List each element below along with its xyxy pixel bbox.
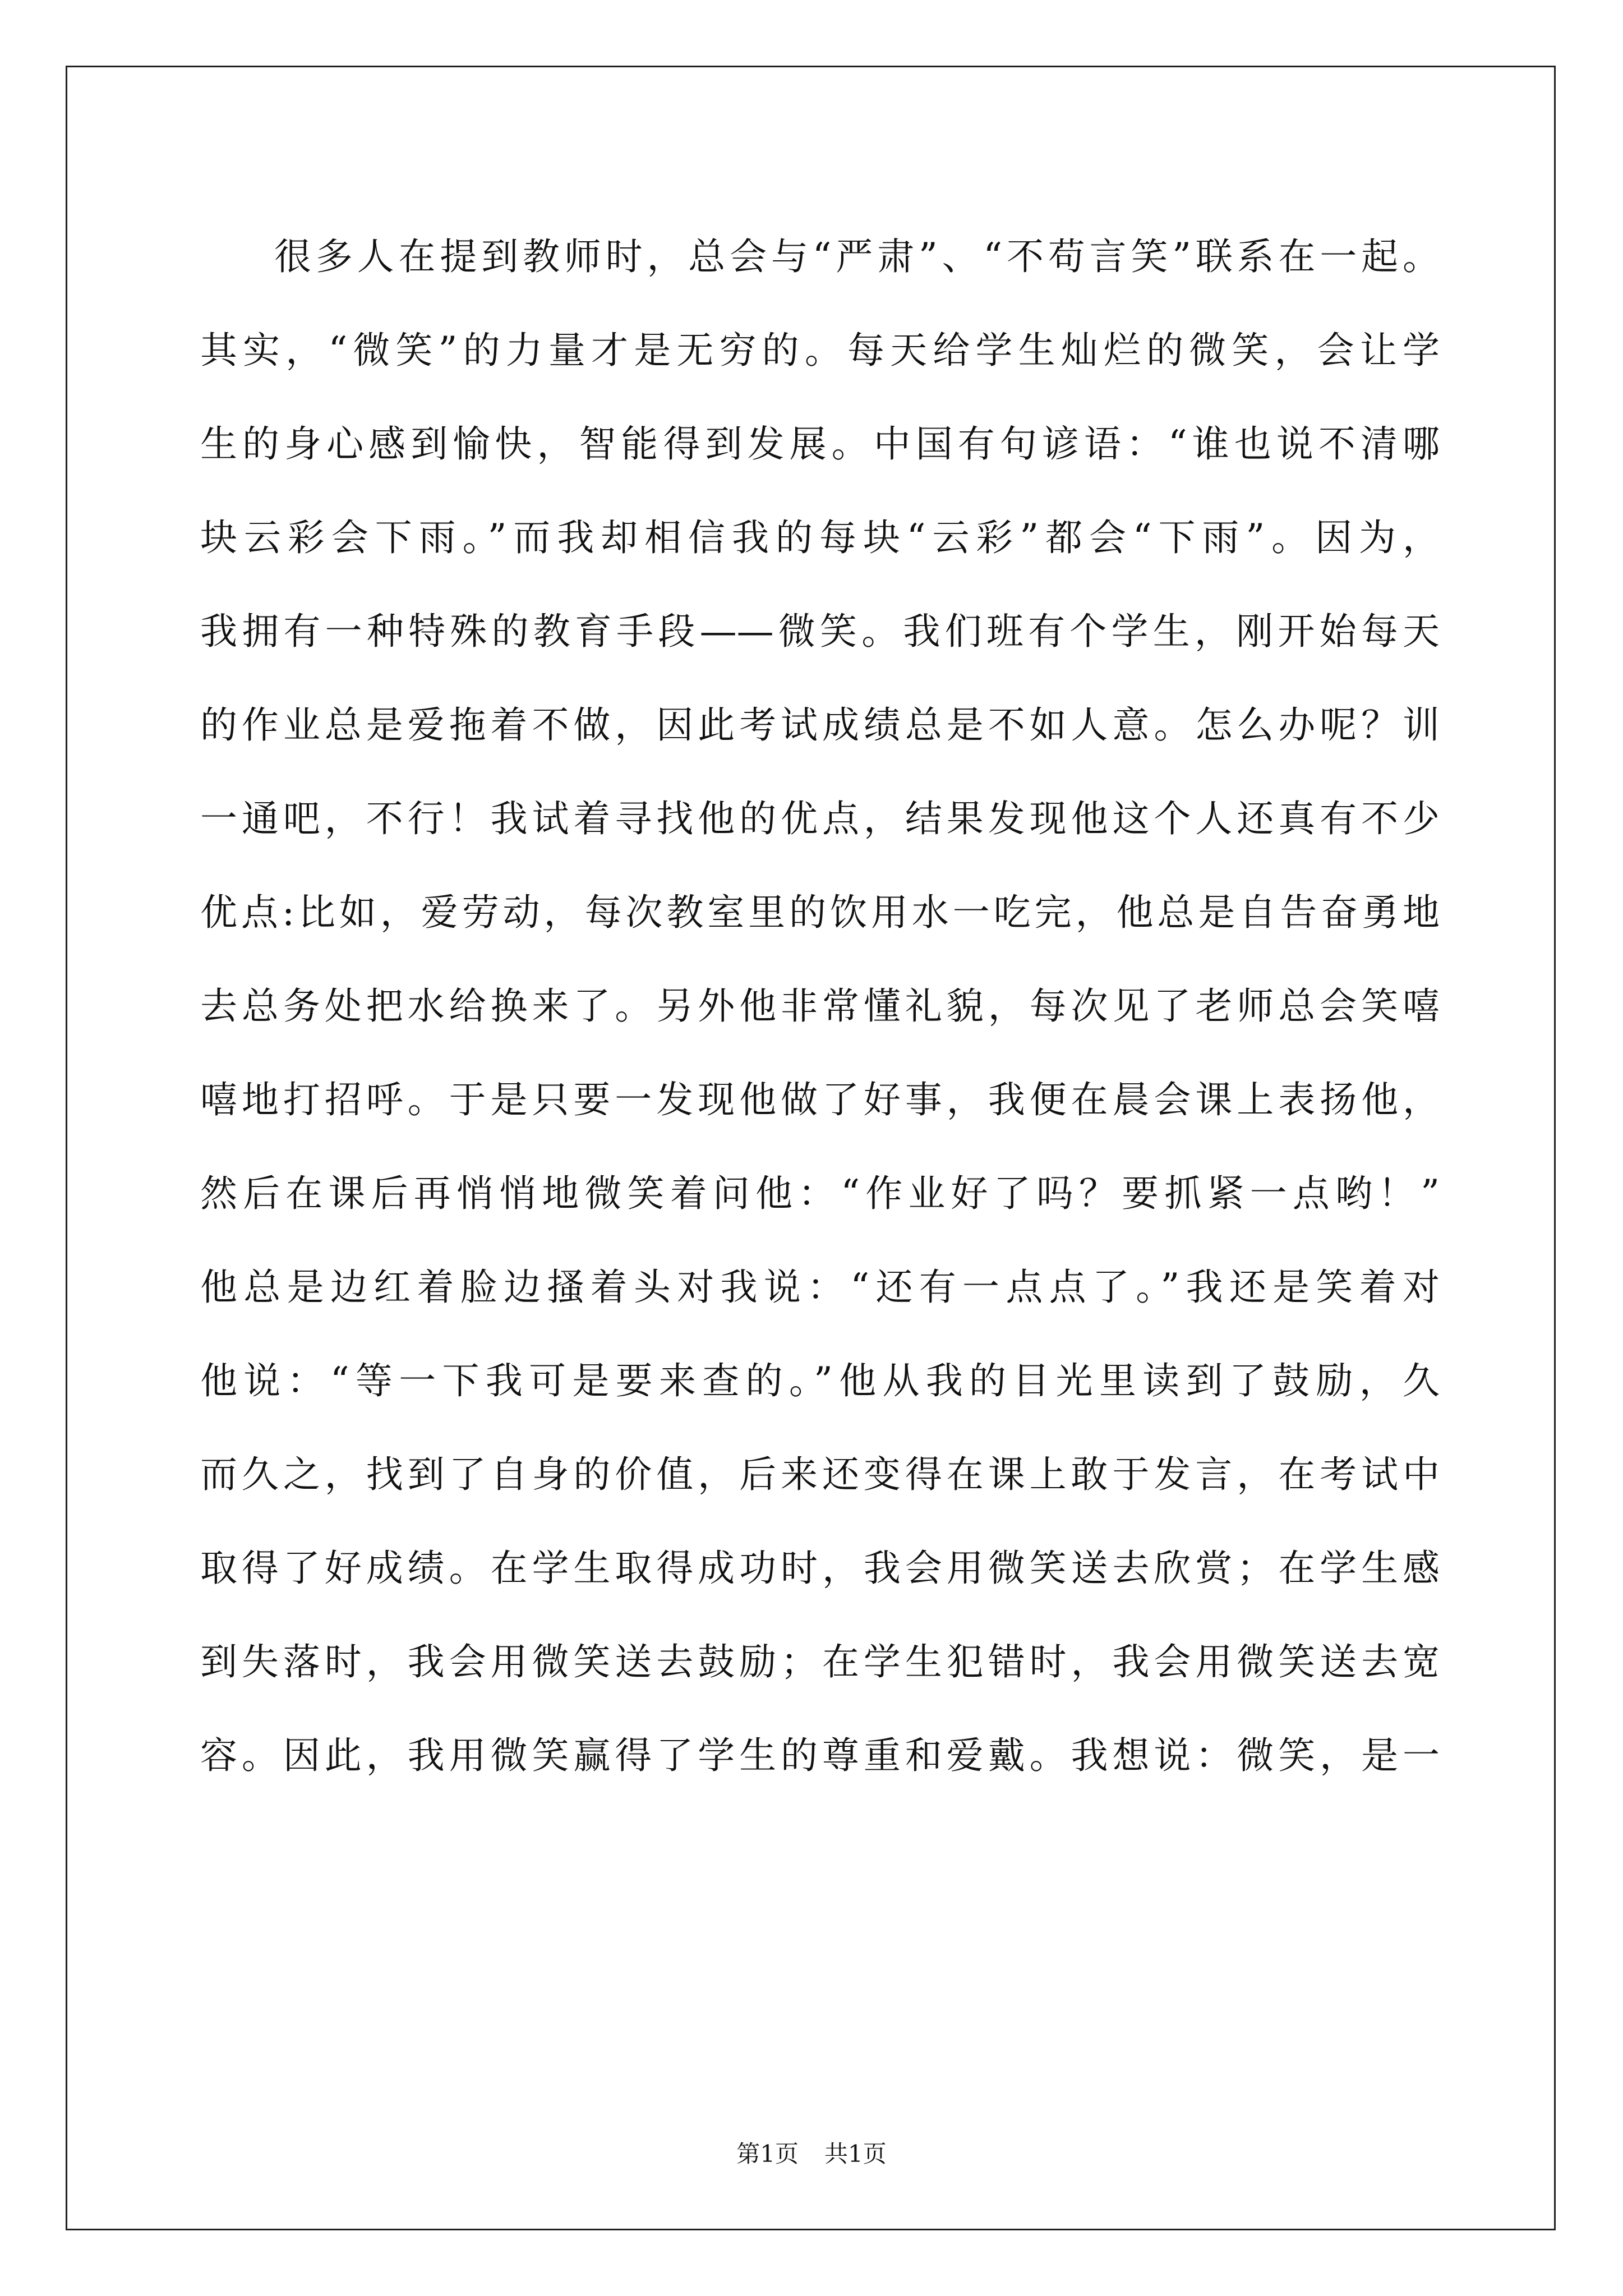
body-paragraph xyxy=(200,210,1440,1802)
text-line: 的作业总是爱拖着不做，因此考试成绩总是不如人意。怎么办呢？训 xyxy=(200,703,1440,747)
text-line: 一通吧，不行！我试着寻找他的优点，结果发现他这个人还真有不少 xyxy=(200,797,1440,840)
text-line: 然后在课后再悄悄地微笑着问他：“作业好了吗？要抓紧一点哟！” xyxy=(200,1172,1440,1215)
text-line: 他总是边红着脸边搔着头对我说：“还有一点点了。”我还是笑着对 xyxy=(200,1266,1440,1309)
page-footer xyxy=(0,2137,1623,2171)
text-line: 其实，“微笑”的力量才是无穷的。每天给学生灿烂的微笑，会让学 xyxy=(200,329,1440,372)
text-line: 优点:比如，爱劳动，每次教室里的饮用水一吃完，他总是自告奋勇地 xyxy=(200,891,1440,934)
text-line: 去总务处把水给换来了。另外他非常懂礼貌，每次见了老师总会笑嘻 xyxy=(200,984,1440,1028)
text-line: 而久之，找到了自身的价值，后来还变得在课上敢于发言，在考试中 xyxy=(200,1453,1440,1496)
text-line: 块云彩会下雨。”而我却相信我的每块“云彩”都会“下雨”。因为， xyxy=(200,516,1440,559)
page-total: 共1页 xyxy=(824,2140,887,2168)
text-line: 取得了好成绩。在学生取得成功时，我会用微笑送去欣赏；在学生感 xyxy=(200,1547,1440,1590)
text-line: 嘻地打招呼。于是只要一发现他做了好事，我便在晨会课上表扬他， xyxy=(200,1078,1440,1121)
text-line: 容。因此，我用微笑赢得了学生的尊重和爱戴。我想说：微笑，是一 xyxy=(200,1734,1440,1777)
text-line: 生的身心感到愉快，智能得到发展。中国有句谚语：“谁也说不清哪 xyxy=(200,422,1440,466)
text-line: 很多人在提到教师时，总会与“严肃”、“不苟言笑”联系在一起。 xyxy=(274,235,1440,278)
text-line: 到失落时，我会用微笑送去鼓励；在学生犯错时，我会用微笑送去宽 xyxy=(200,1640,1440,1683)
page-number: 第1页 xyxy=(736,2140,799,2168)
text-line: 他说：“等一下我可是要来查的。”他从我的目光里读到了鼓励，久 xyxy=(200,1359,1440,1402)
text-line: 我拥有一种特殊的教育手段——微笑。我们班有个学生，刚开始每天 xyxy=(200,610,1440,653)
